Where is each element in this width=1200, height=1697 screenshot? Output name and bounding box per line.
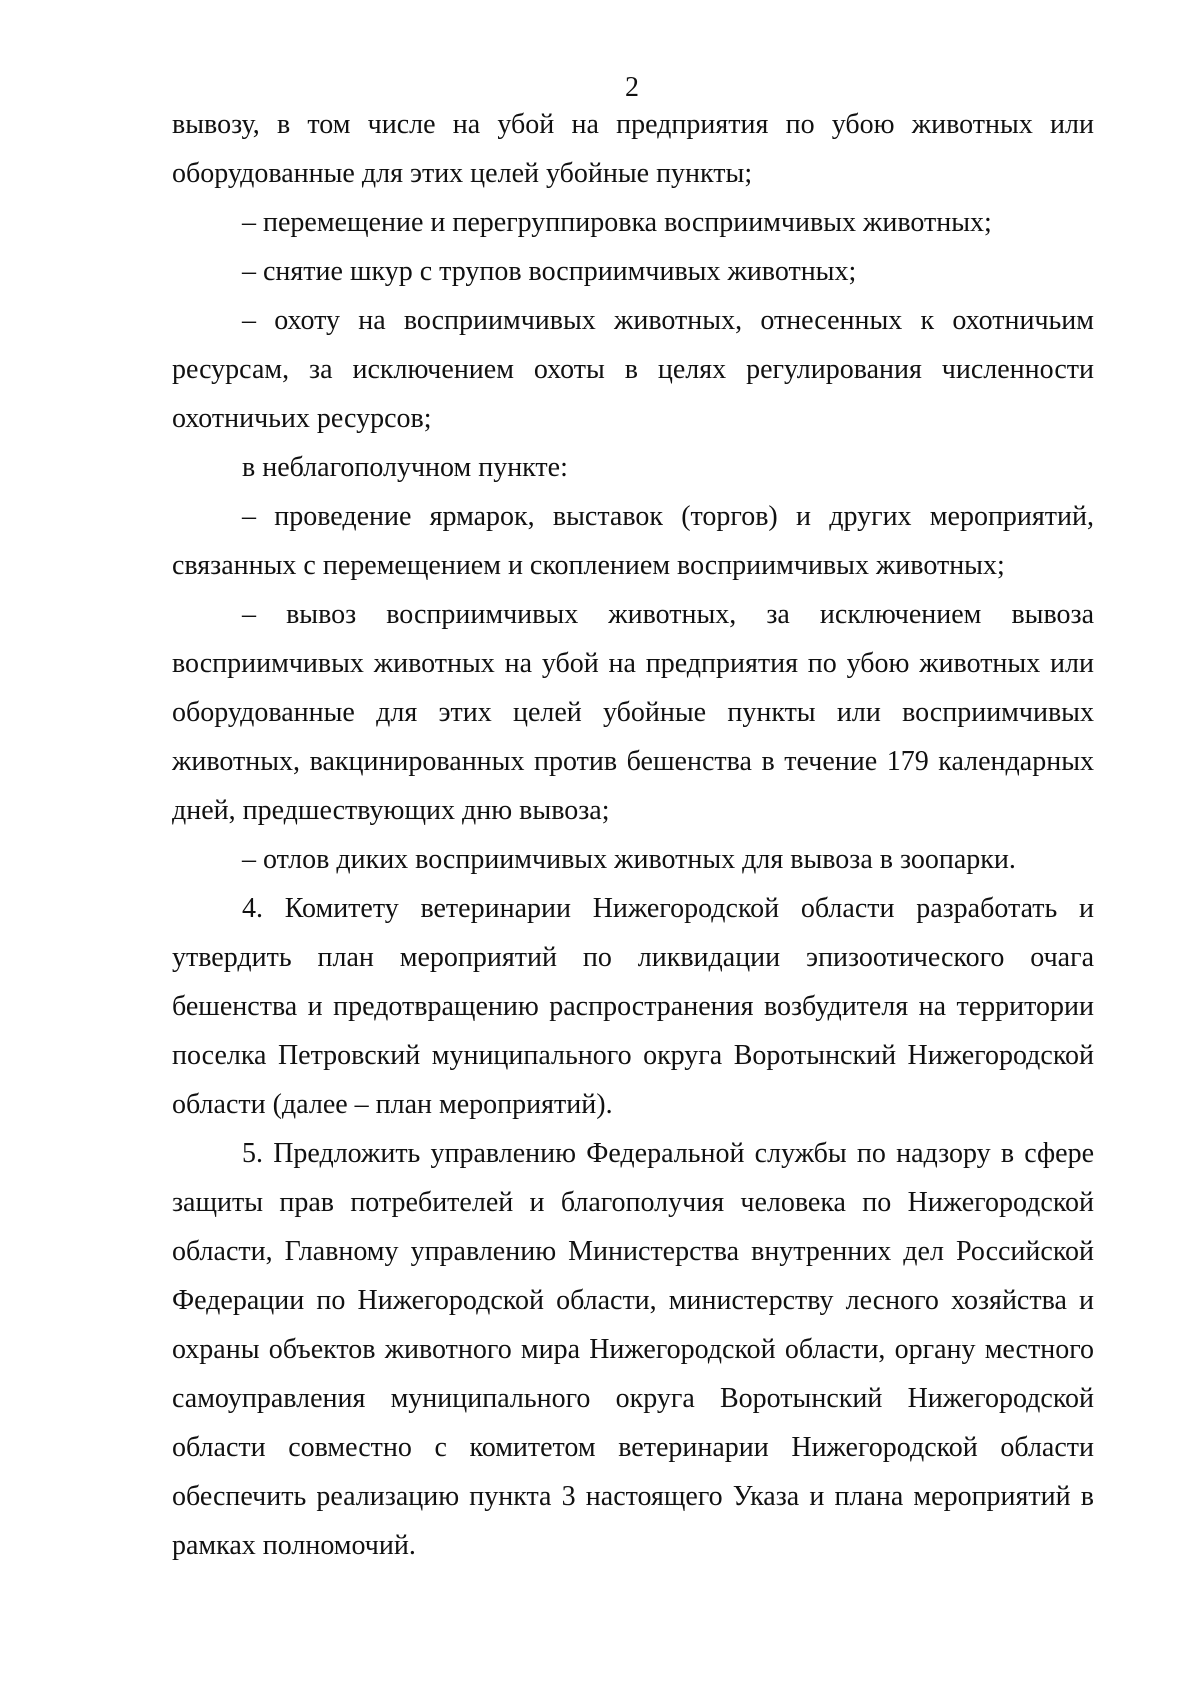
- list-item-fairs: – проведение ярмарок, выставок (торгов) и других мероприятий, связанных с перемещением и скоплением восприимчивых животных;: [172, 501, 1094, 581]
- paragraph-continuation: вывозу, в том числе на убой на предприятия по убою животных или оборудованные для этих целей убойные пункты;: [172, 109, 1094, 189]
- list-item-hunting: – охоту на восприимчивых животных, отнесенных к охотничьим ресурсам, за исключением охоты в целях регулирования численности охотничьих ресурсов;: [172, 305, 1094, 434]
- clause-4: 4. Комитету ветеринарии Нижегородской области разработать и утвердить план мероприятий по ликвидации эпизоотического очага бешенства и предотвращению распространения возбудителя на территории поселка Петровский муниципального округа Воротынский Нижегородской области (далее – план мероприятий).: [172, 893, 1094, 1120]
- list-item-export: – вывоз восприимчивых животных, за исключением вывоза восприимчивых животных на убой на предприятия по убою животных или оборудованные для этих целей убойные пункты или восприимчивых животных, вакцинированных против бешенства в течение 179 календарных дней, предшествующих дню вывоза;: [172, 599, 1094, 826]
- subheading-unfavorable-point: в неблагополучном пункте:: [242, 452, 568, 483]
- page-number: 2: [625, 72, 639, 103]
- list-item-regrouping: – перемещение и перегруппировка восприимчивых животных;: [242, 207, 992, 238]
- clause-5: 5. Предложить управлению Федеральной службы по надзору в сфере защиты прав потребителей и благополучия человека по Нижегородской области, Главному управлению Министерства внутренних дел Российской Федерации по Нижегородской области, министерству лесного хозяйства и охраны объектов животного мира Нижегородской области, органу местного самоуправления муниципального округа Воротынский Нижегородской области совместно с комитетом ветеринарии Нижегородской области обеспечить реализацию пункта 3 настоящего Указа и плана мероприятий в рамках полномочий.: [172, 1138, 1094, 1561]
- list-item-capture: – отлов диких восприимчивых животных для вывоза в зоопарки.: [242, 844, 1016, 875]
- list-item-skinning: – снятие шкур с трупов восприимчивых животных;: [242, 256, 857, 287]
- document-body: [172, 100, 1094, 1570]
